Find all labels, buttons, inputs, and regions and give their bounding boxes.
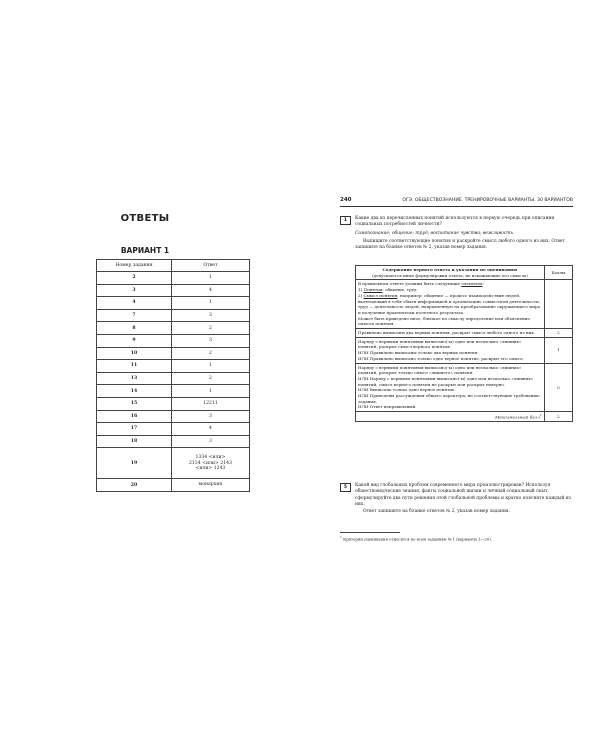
answer: 1 — [171, 385, 249, 398]
table-row — [97, 297, 250, 310]
table-row — [97, 322, 250, 335]
answer-line: 1334 <или> — [195, 455, 226, 461]
criteria-header-row — [356, 266, 573, 280]
criteria-max-row — [356, 412, 573, 422]
task-number: 11 — [97, 360, 172, 373]
table-row — [97, 284, 250, 297]
criteria-note: Может быть приведено иное, близкое по смыслу определение или объяснение смысла понятия. — [358, 315, 530, 327]
question-5 — [340, 483, 573, 515]
criteria-content — [356, 280, 545, 329]
task-number: 9 — [97, 334, 172, 347]
answer: 1 — [171, 272, 249, 285]
answers-title: ОТВЕТЫ — [120, 213, 170, 224]
table-row — [97, 448, 250, 479]
question-1 — [340, 216, 573, 251]
page-number: 240 — [340, 197, 352, 203]
criteria-row-2 — [356, 329, 573, 338]
answer: 3 — [171, 334, 249, 347]
task-number: 10 — [97, 347, 172, 360]
table-row — [97, 385, 250, 398]
question-body — [355, 216, 573, 251]
score-value: 0 — [544, 363, 572, 412]
answer: 2 — [171, 372, 249, 385]
task-number: 7 — [97, 309, 172, 322]
criteria-intro-keyword: элементы — [461, 281, 483, 287]
right-page — [300, 0, 600, 750]
criteria-row-1 — [356, 337, 573, 363]
question-number-box: 5 — [340, 483, 351, 492]
table-row — [97, 347, 250, 360]
item-number: 1) — [358, 287, 364, 293]
table-row — [97, 272, 250, 285]
criteria-header-sub: (допускаются иные формулировки ответа, не искажающие его смысла) — [371, 272, 528, 278]
answers-table-header — [97, 260, 250, 272]
criteria-content-row — [356, 280, 573, 329]
item-number: 2) — [358, 292, 364, 298]
footnote — [340, 535, 492, 541]
question-terms: Самопознание; общение; труд; воспитание чувства; вежливость. — [355, 230, 515, 236]
task-number: 8 — [97, 322, 172, 335]
answer: 3 — [171, 410, 249, 423]
item-text: , например: общение — процесс взаимодействия людей, включающий в себя обмен информацией и организацию совместной деятельности; труд — деятельность людей, направленную на преобразование окружающего мира и получение практически полезного результата. — [358, 292, 541, 315]
table-row — [97, 435, 250, 448]
footnote-divider — [340, 532, 400, 533]
score-value: 2 — [544, 329, 572, 338]
max-score-label — [356, 412, 545, 422]
footnote-marker: 1 — [539, 413, 542, 418]
criteria-intro-colon: : — [482, 281, 484, 287]
column-header-answer: Ответ — [171, 260, 249, 272]
answer: 2 — [171, 322, 249, 335]
question-instruction: Выпишите соответствующие понятия и раскройте смысл любого одного из них. Ответ запишите на бланке ответов № 2, указав номер задания. — [355, 238, 565, 251]
criteria-intro-text: В правильном ответе должны быть следующие — [358, 281, 462, 287]
criteria-text: Наряду с верными понятиями выписано(-ы) одно или несколько «лишних» понятий, раскрыт только смысл «лишнего» понятия. ИЛИ Наряду с верными понятиями выписано(-ы) одно или несколько «лишних» понятий, смысл верного понятия не раскрыт или раскрыт неверно. ИЛИ Выписано только одно верное понятие. ИЛИ Приведены рассуждения общего характера, не соответствующие требованию задания. ИЛИ Ответ неправильный. — [356, 363, 545, 412]
answer-line: 2134 <или> 2143 — [188, 460, 232, 466]
task-number: 16 — [97, 410, 172, 423]
table-row — [97, 372, 250, 385]
criteria-header-main: Содержание верного ответа и указания по оцениванию — [382, 267, 518, 272]
score-value: 1 — [544, 337, 572, 363]
variant-title: ВАРИАНТ 1 — [120, 246, 170, 255]
answer-line: <или> 1243 — [195, 465, 226, 471]
criteria-text: Правильно выписаны два верных понятия, раскрыт смысл любого одного из них. — [356, 329, 545, 338]
answer: монархия — [171, 479, 249, 492]
criteria-item-2 — [358, 293, 542, 316]
task-number: 13 — [97, 372, 172, 385]
table-row — [97, 360, 250, 373]
answer: 3 — [171, 435, 249, 448]
answers-table — [96, 259, 250, 492]
item-text: : общение, труд. — [382, 287, 418, 293]
criteria-table — [355, 265, 573, 422]
max-score-value: 2 — [544, 412, 572, 422]
task-number: 19 — [97, 448, 172, 479]
question-body — [355, 483, 573, 515]
max-score-text: Максимальный балл — [495, 414, 540, 420]
item-term: Смысл понятия — [363, 292, 398, 298]
item-term: Понятия — [363, 287, 383, 293]
task-number: 2 — [97, 272, 172, 285]
question-text: Какой вид глобальных проблем современного мира проиллюстрирован? Используя обществоведческие знания, факты социальной жизни и личный социальный опыт, сформулируйте два пути решения этой глобальной проблемы и кратко поясните каждый из них. — [355, 483, 572, 507]
score-cell-empty — [544, 280, 572, 329]
criteria-row-0 — [356, 363, 573, 412]
score-header: Баллы — [544, 266, 572, 280]
question-text: Какие два из перечисленных понятий используются в первую очередь при описании социальных потребностей личности? — [355, 216, 555, 228]
running-head-text: ОГЭ. ОБЩЕСТВОЗНАНИЕ. ТРЕНИРОВОЧНЫЕ ВАРИАНТЫ. 30 ВАРИАНТОВ — [402, 198, 573, 203]
task-number: 3 — [97, 284, 172, 297]
answer: 4 — [171, 423, 249, 436]
footnote-text: Критерии оценивания относятся ко всем заданиям № 1 (варианты 1—20). — [343, 536, 492, 542]
table-row — [97, 479, 250, 492]
answer: 1 — [171, 360, 249, 373]
table-row — [97, 309, 250, 322]
question-number-box: 1 — [340, 216, 351, 225]
task-number: 18 — [97, 435, 172, 448]
answer: 1 — [171, 297, 249, 310]
table-row — [97, 397, 250, 410]
task-number: 20 — [97, 479, 172, 492]
criteria-text: Наряду с верными понятиями выписано(-ы) одно или несколько «лишних» понятий, раскрыт смысл верного понятия. ИЛИ Правильно выписаны только два верных понятия. ИЛИ Правильно выписано только одно верное понятие, раскрыт его смысл. — [356, 337, 545, 363]
table-row — [97, 423, 250, 436]
task-number: 4 — [97, 297, 172, 310]
criteria-header — [356, 266, 545, 280]
table-row — [97, 410, 250, 423]
answer: 2 — [171, 347, 249, 360]
question-instruction: Ответ запишите на бланке ответов № 2, указав номер задания. — [363, 509, 511, 515]
table-row — [97, 334, 250, 347]
footnote-marker: 1 — [340, 535, 342, 539]
answer: 12211 — [171, 397, 249, 410]
answer — [171, 448, 249, 479]
task-number: 14 — [97, 385, 172, 398]
task-number: 17 — [97, 423, 172, 436]
task-number: 15 — [97, 397, 172, 410]
answer: 4 — [171, 284, 249, 297]
answer: 3 — [171, 309, 249, 322]
column-header-task-number: Номер задания — [97, 260, 172, 272]
running-header — [340, 196, 573, 207]
